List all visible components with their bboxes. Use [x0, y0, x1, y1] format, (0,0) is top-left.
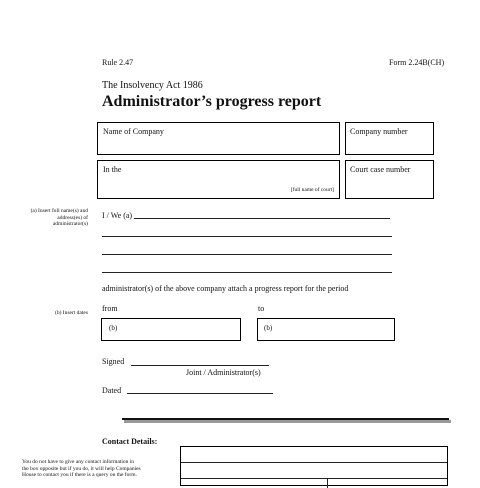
company-name-label: Name of Company [103, 127, 164, 136]
signature-line[interactable] [131, 365, 269, 366]
date-line[interactable] [127, 393, 273, 394]
company-number-field[interactable] [345, 122, 434, 155]
act-name: The Insolvency Act 1986 [102, 80, 203, 91]
iwe-label: I / We (a) [102, 211, 133, 220]
court-hint: [full name of court] [290, 187, 334, 193]
company-name-field[interactable] [97, 122, 340, 155]
contact-note-line3: House to contact you if there is a query on the form. [22, 472, 137, 478]
margin-note-a-line3: administrator(s) [52, 221, 88, 227]
court-label: In the [103, 165, 122, 174]
administrator-name-line-1[interactable] [134, 218, 390, 219]
form-number: Form 2.24B(CH) [389, 58, 445, 67]
signed-label: Signed [102, 357, 125, 366]
court-name-field[interactable] [97, 160, 340, 199]
margin-note-a-line1: (a) Insert full name(s) and [30, 208, 88, 214]
margin-note-a-line2: address(es) of [57, 214, 88, 221]
dated-label: Dated [102, 386, 122, 395]
section-divider-shadow [124, 420, 451, 423]
signed-role: Joint / Administrator(s) [186, 368, 261, 377]
page-title: Administrator’s progress report [102, 93, 322, 110]
court-case-number-field[interactable] [345, 160, 434, 199]
contact-row-divider-2 [181, 478, 447, 479]
contact-note-line2: the box opposite but if you do, it will help Companies [22, 465, 141, 472]
contact-note [22, 459, 166, 479]
to-date-field[interactable] [257, 318, 395, 341]
from-label: from [102, 304, 118, 313]
period-statement: administrator(s) of the above company attach a progress report for the period [102, 284, 349, 293]
from-date-value: (b) [109, 324, 118, 332]
case-number-label: Court case number [350, 165, 411, 174]
contact-row-divider-1 [181, 462, 447, 463]
margin-note-a [8, 208, 88, 228]
administrator-name-line-2[interactable] [102, 236, 392, 237]
from-date-field[interactable] [101, 318, 241, 341]
rule-number: Rule 2.47 [102, 58, 134, 67]
administrator-name-line-4[interactable] [102, 272, 392, 273]
administrator-name-line-3[interactable] [102, 254, 392, 255]
contact-details-box[interactable] [180, 446, 448, 486]
contact-heading: Contact Details: [102, 437, 158, 446]
contact-note-line1: You do not have to give any contact information in [22, 459, 135, 465]
margin-note-b: (b) Insert dates [55, 310, 88, 316]
to-date-value: (b) [264, 324, 273, 332]
to-label: to [258, 304, 265, 313]
company-number-label: Company number [350, 127, 408, 136]
